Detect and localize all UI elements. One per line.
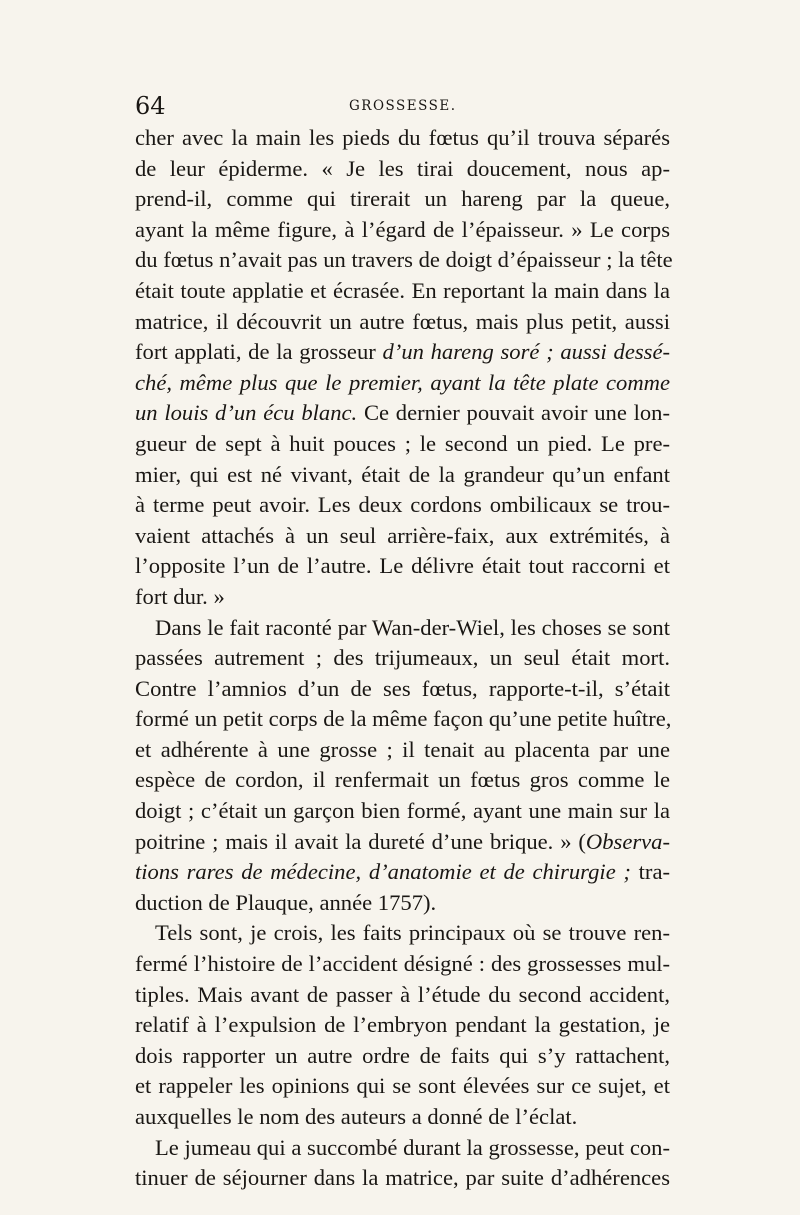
text-line: tinuer de séjourner dans la matrice, par suite d’adhérences — [135, 1165, 670, 1191]
text-line: fermé l’histoire de l’accident désigné : des grossesses mul- — [135, 951, 670, 977]
text-line: espèce de cordon, il renfermait un fœtus gros comme le — [135, 767, 670, 793]
text-line — [135, 337, 670, 368]
text-line: mier, qui est né vivant, était de la grandeur qu’un enfant — [135, 461, 670, 487]
text-segment: Ce dernier pouvait avoir une lon- — [363, 400, 670, 426]
text-line: Le jumeau qui a succombé durant la grossesse, peut con- — [155, 1134, 670, 1160]
text-line: matrice, il découvrit un autre fœtus, mais plus petit, aussi — [135, 308, 670, 334]
text-line: l’opposite l’un de l’autre. Le délivre était tout raccorni et — [135, 553, 670, 579]
text-line: prend-il, comme qui tirerait un hareng par la queue, — [135, 186, 670, 212]
text-line: duction de Plauque, année 1757). — [135, 889, 437, 915]
text-line: cher avec la main les pieds du fœtus qu’il trouva séparés — [135, 125, 670, 150]
text-line: tiples. Mais avant de passer à l’étude du second accident, — [135, 981, 670, 1007]
text-line: ayant la même figure, à l’égard de l’épaisseur. » Le corps — [135, 216, 670, 242]
text-segment: poitrine ; mais il avait la dureté d’une brique. » ( — [135, 828, 586, 854]
text-line: passées autrement ; des trijumeaux, un seul était mort. — [135, 645, 670, 671]
text-line: et adhérente à une grosse ; il tenait au placenta par une — [135, 736, 670, 762]
page-number: 64 — [135, 92, 166, 120]
text-line: Tels sont, je crois, les faits principaux où se trouve ren- — [155, 920, 670, 946]
body-text — [135, 123, 673, 1194]
text-segment: tra- — [638, 859, 670, 885]
text-line: Dans le fait raconté par Wan-der-Wiel, les choses se sont — [155, 614, 670, 640]
text-line: auxquelles le nom des auteurs a donné de l’éclat. — [135, 1104, 578, 1129]
text-line: vaient attachés à un seul arrière-faix, aux extrémités, à — [135, 522, 670, 548]
text-line: était toute applatie et écrasée. En reportant la main dans la — [135, 277, 670, 303]
italic-segment: d’un hareng soré ; aussi dessé- — [382, 339, 670, 365]
text-line: et rappeler les opinions qui se sont élevées sur ce sujet, et — [135, 1073, 670, 1099]
running-head: GROSSESSE. — [349, 98, 457, 114]
text-line: formé un petit corps de la même façon qu’une petite huître, — [135, 706, 672, 732]
italic-segment: Observa- — [585, 828, 670, 854]
text-line: à terme peut avoir. Les deux cordons ombilicaux se trou- — [135, 492, 670, 518]
italic-segment: tions rares de médecine, d’anatomie et de chirurgie ; — [135, 859, 631, 885]
text-line — [135, 827, 670, 858]
text-line — [135, 857, 670, 888]
text-line: fort dur. » — [135, 583, 225, 609]
text-line: doigt ; c’était un garçon bien formé, ayant une main sur la — [135, 798, 670, 824]
text-line: de leur épiderme. « Je les tirai doucement, nous ap- — [135, 155, 670, 181]
text-line: Contre l’amnios d’un de ses fœtus, rapporte-t-il, s’était — [135, 675, 670, 701]
text-segment: fort applati, de la grosseur — [135, 339, 376, 365]
text-line: dois rapporter un autre ordre de faits qui s’y rattachent, — [135, 1042, 670, 1068]
text-line: gueur de sept à huit pouces ; le second un pied. Le pre- — [135, 430, 670, 456]
italic-segment: un louis d’un écu blanc. — [135, 400, 358, 426]
page-header — [135, 92, 670, 122]
text-line — [135, 398, 670, 429]
text-line: du fœtus n’avait pas un travers de doigt d’épaisseur ; la tête — [135, 247, 673, 273]
italic-line: ché, même plus que le premier, ayant la tête plate comme — [135, 369, 670, 395]
text-line: relatif à l’expulsion de l’embryon pendant la gestation, je — [135, 1012, 670, 1038]
